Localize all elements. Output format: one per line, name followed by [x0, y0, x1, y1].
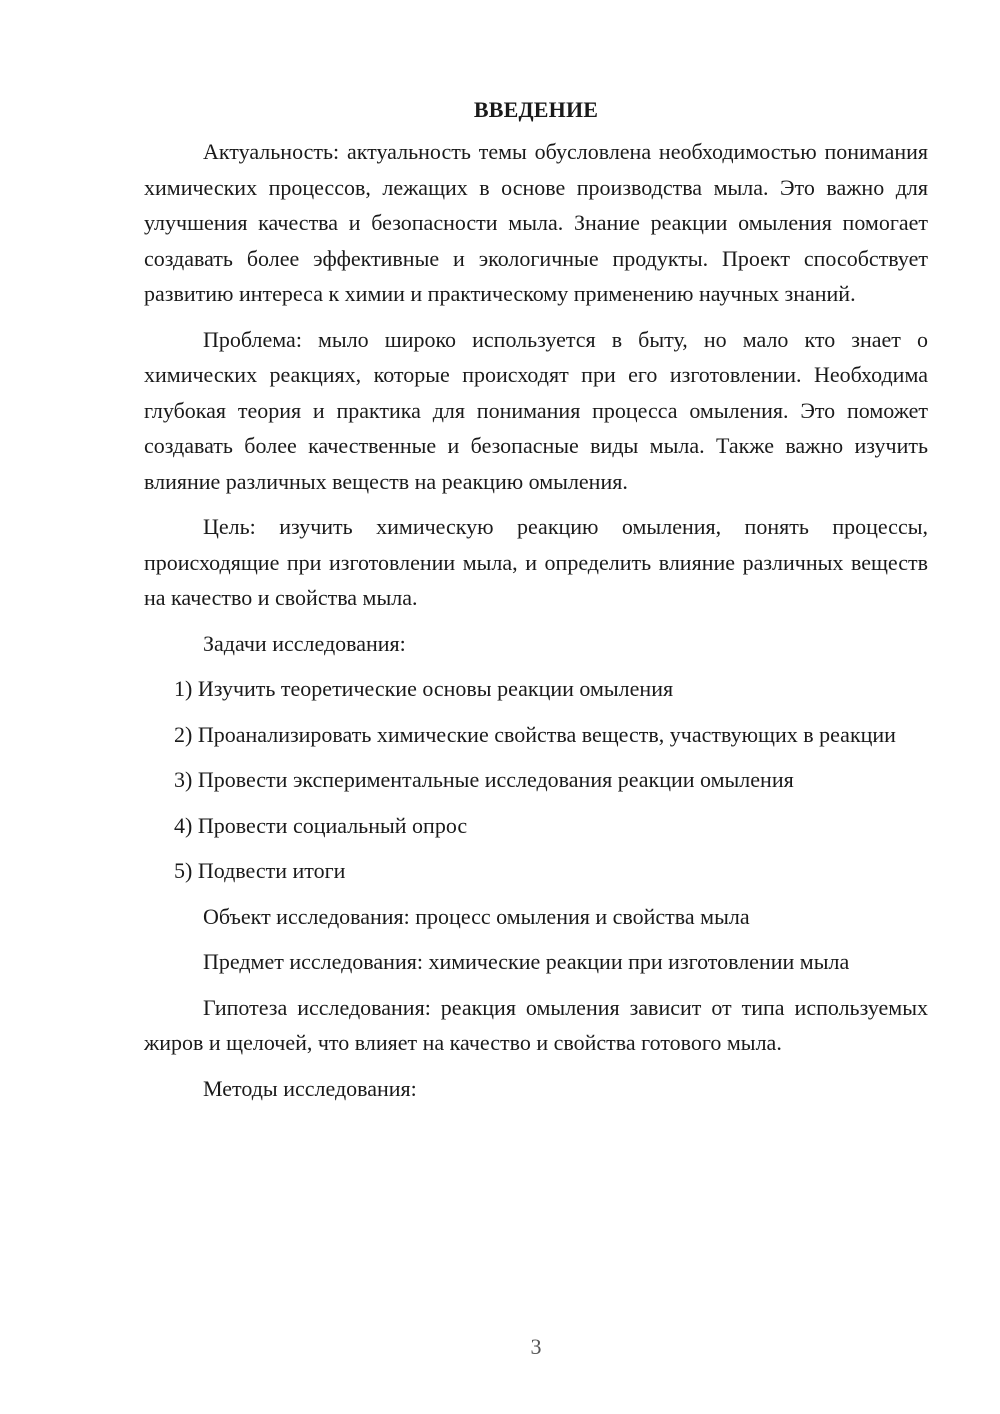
list-item: 2) Проанализировать химические свойства веществ, участвующих в реакции [174, 721, 896, 747]
section-heading: ВВЕДЕНИЕ [473, 97, 599, 122]
list-item: 1) Изучить теоретические основы реакции омыления [174, 676, 674, 701]
paragraph-methods-title: Методы исследования: [203, 1075, 417, 1101]
paragraph-hypothesis: Гипотеза исследования: реакция омыления зависит от типа используемых жиров и щелочей, что влияет на качество и свойства готового мыла. [144, 994, 928, 1055]
paragraph-object: Объект исследования: процесс омыления и свойства мыла [203, 903, 750, 929]
list-item: 4) Провести социальный опрос [174, 812, 468, 838]
paragraph-relevance: Актуальность: актуальность темы обусловлена необходимостью понимания химических процессов, лежащих в основе производства мыла. Это важно для улучшения качества и безопасности мыла. Знание реакции омыления помогает создавать более эффективные и экологичные продукты. Проект способствует развитию интереса к химии и практическому применению научных знаний. [144, 139, 928, 306]
paragraph-subject: Предмет исследования: химические реакции при изготовлении мыла [203, 949, 850, 974]
tasks-list [144, 671, 928, 889]
page-number: 3 [530, 1334, 542, 1359]
list-item: 5) Подвести итоги [174, 858, 346, 883]
paragraph-goal: Цель: изучить химическую реакцию омыления, понять процессы, происходящие при изготовлении мыла, и определить влияние различных веществ на качество и свойства мыла. [144, 514, 928, 610]
paragraph-problem: Проблема: мыло широко используется в быту, но мало кто знает о химических реакциях, которые происходят при его изготовлении. Необходима глубокая теория и практика для понимания процесса омыления. Это поможет создавать более качественные и безопасные виды мыла. Также важно изучить влияние различных веществ на реакцию омыления. [144, 326, 928, 494]
paragraph-tasks-title: Задачи исследования: [203, 630, 406, 656]
document-page [144, 92, 928, 1116]
list-item: 3) Провести экспериментальные исследования реакции омыления [174, 767, 794, 792]
